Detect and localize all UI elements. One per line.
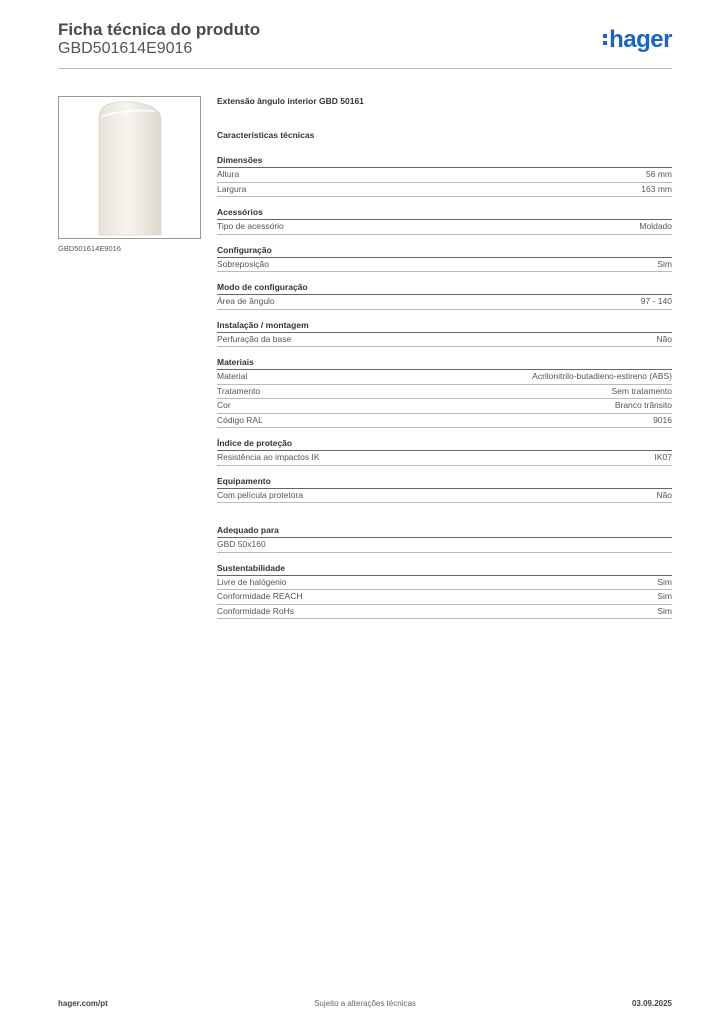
spec-group-title: Acessórios [217, 207, 672, 220]
spec-row [217, 168, 672, 183]
product-name: Extensão ângulo interior GBD 50161 [217, 96, 364, 106]
spec-group [217, 525, 672, 553]
spec-label: Tratamento [217, 385, 261, 396]
spec-group-title: Índice de proteção [217, 438, 672, 451]
spec-group-title: Modo de configuração [217, 282, 672, 295]
spec-row [217, 385, 672, 400]
spec-value: Não [656, 333, 672, 344]
spec-row [217, 414, 672, 429]
footer-note: Sujeito a alterações técnicas [314, 999, 416, 1008]
section-heading: Características técnicas [217, 130, 315, 140]
spec-label: Sobreposição [217, 258, 269, 269]
spec-row [217, 605, 672, 620]
logo-dots-icon [603, 31, 607, 45]
spec-group [217, 245, 672, 273]
spec-group [217, 207, 672, 235]
spec-row [217, 590, 672, 605]
spec-group-title: Instalação / montagem [217, 320, 672, 333]
spec-label: Código RAL [217, 414, 263, 425]
spec-group-title: Configuração [217, 245, 672, 258]
spec-label: Largura [217, 183, 247, 194]
spec-group-title: Equipamento [217, 476, 672, 489]
spec-group [217, 155, 672, 197]
header-divider [58, 68, 672, 69]
specifications [217, 96, 672, 619]
spec-value: Não [656, 489, 672, 500]
spec-value: 97 - 140 [640, 296, 672, 306]
spec-value: 56 mm [646, 169, 672, 179]
spec-label: Livre de halógenio [217, 576, 287, 587]
spec-row [217, 183, 672, 198]
spec-value: Branco trânsito [614, 400, 672, 410]
spec-row [217, 295, 672, 310]
spec-label: Conformidade RoHs [217, 605, 295, 616]
spec-label: Perfuração da base [217, 333, 292, 344]
spec-row [217, 399, 672, 414]
spec-row [217, 576, 672, 591]
spec-group-title: Dimensões [217, 155, 672, 168]
spec-value: Sim [657, 605, 672, 616]
footer-date: 03.09.2025 [631, 999, 672, 1008]
spec-group-title: Materiais [217, 357, 672, 370]
spec-label: GBD 50x160 [217, 539, 266, 549]
spec-value: Moldado [639, 221, 672, 231]
spec-group-title: Adequado para [217, 525, 672, 538]
spec-row [217, 538, 672, 553]
spec-group [217, 320, 672, 348]
spec-group [217, 282, 672, 310]
spec-row [217, 489, 672, 504]
document-title: Ficha técnica do produto [58, 20, 261, 39]
spec-label: Material [217, 371, 248, 381]
footer-website[interactable]: hager.com/pt [58, 999, 108, 1008]
spec-value: Acrilonitrilo-butadieno-estireno (ABS) [532, 371, 672, 381]
spec-groups [217, 155, 672, 619]
product-photo-icon [59, 97, 201, 239]
spec-group [217, 438, 672, 466]
spec-label: Conformidade REACH [217, 591, 303, 601]
product-code: GBD501614E9016 [58, 40, 193, 57]
spec-group [217, 476, 672, 504]
spec-label: Cor [217, 400, 231, 410]
spec-value: 9016 [653, 414, 672, 425]
spec-label: Área de ângulo [217, 296, 275, 306]
spec-row [217, 451, 672, 466]
spec-label: Altura [217, 169, 240, 179]
spec-value: Sem tratamento [611, 385, 672, 396]
spec-group [217, 563, 672, 620]
page-header [58, 20, 672, 70]
spec-value: Sim [657, 258, 672, 269]
spec-row [217, 258, 672, 273]
product-image [58, 96, 201, 239]
spec-row [217, 370, 672, 385]
hager-logo [603, 26, 672, 54]
spec-group [217, 357, 672, 428]
spec-row [217, 220, 672, 235]
spec-value: IK07 [654, 452, 672, 462]
spec-value: Sim [657, 576, 672, 587]
spec-value: Sim [657, 591, 672, 601]
spec-label: Tipo de acessório [217, 221, 284, 231]
spec-label: Com película protetora [217, 489, 303, 500]
image-caption: GBD501614E9016 [58, 244, 121, 253]
logo-text: hager [609, 26, 672, 53]
spec-value: 163 mm [641, 183, 672, 194]
spec-group-title: Sustentabilidade [217, 563, 672, 576]
spec-row [217, 333, 672, 348]
spec-label: Resistência ao impactos IK [217, 452, 320, 462]
